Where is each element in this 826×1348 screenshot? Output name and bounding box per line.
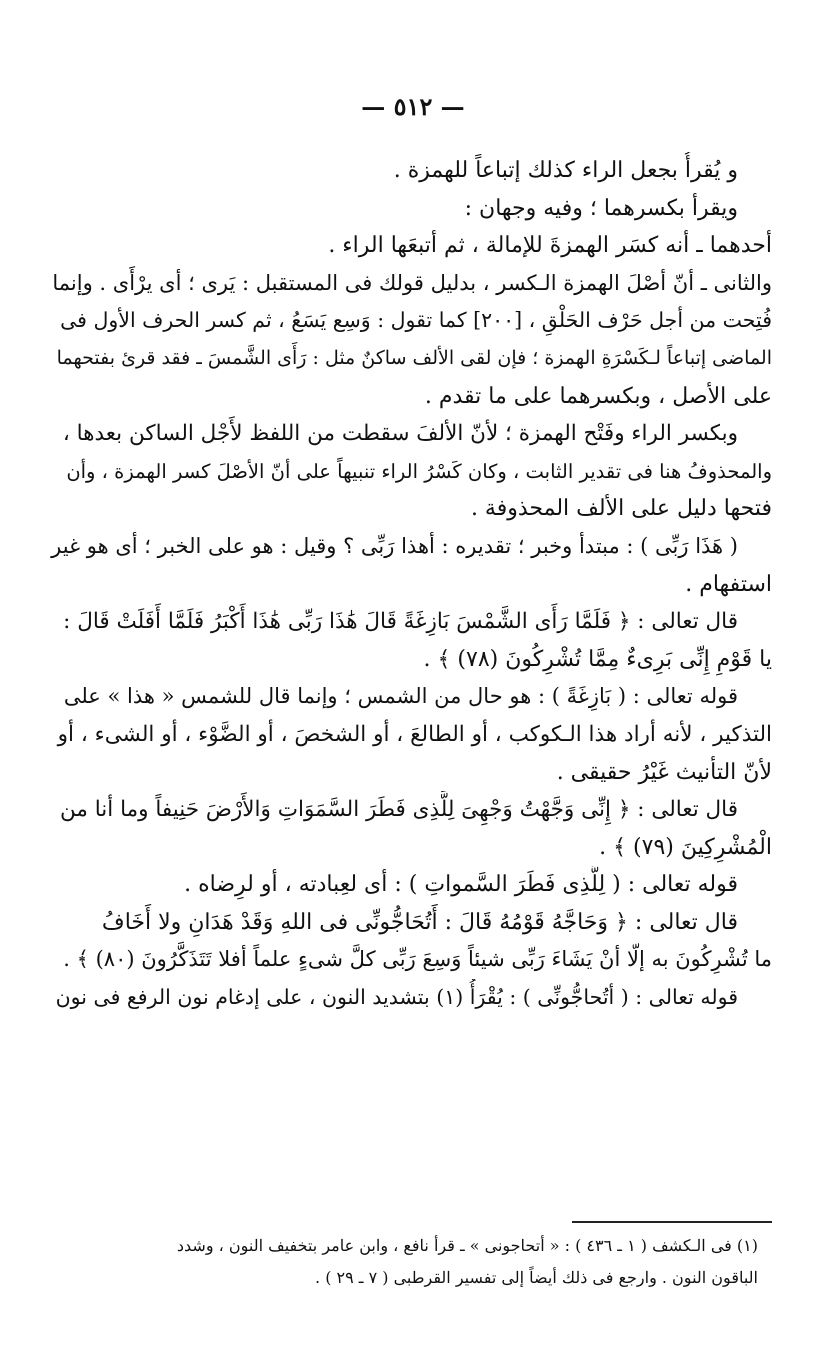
text-line: وبكسر الراء وفَتْح الهمزة ؛ لأنّ الألفَ سقطت من اللفظ لأَجْل الساكن بعدها ، <box>62 421 738 447</box>
quran-verse-line: ما تُشْرِكُونَ به إلّا أنْ يَشَاءَ رَبِّى شيئاً وَسِعَ رَبِّى كلَّ شىءٍ علماً أفلا تَتَذَكَّرُونَ (٨٠) ﴾ . <box>63 947 772 972</box>
text-line: و يُقرأُ بجعل الراء كذلك إتباعاً للهمزة . <box>393 158 738 183</box>
footnote-line: (١) فى الـكشف ( ١ ـ ٤٣٦ ) : « أتحاجونى » ـ قرأ نافع ، وابن عامر بتخفيف النون ، وشدد <box>176 1236 758 1255</box>
text-line: فُتِحت من أجل حَرْف الحَلْقِ ، [٢٠٠] كما تقول : وَسِع يَسَعُ ، ثم كسر الحرف الأول فى <box>60 308 772 333</box>
body-text <box>50 152 772 1017</box>
text-line: قوله تعالى : ( بَازِغَةً ) : هو حال من الشمس ؛ وإنما قال للشمس « هذا » على <box>63 684 738 709</box>
text-line: التذكير ، لأنه أراد هذا الـكوكب ، أو الطالعَ ، أو الشخصَ ، أو الضَّوْء ، أو الشىء ، أو <box>57 721 772 747</box>
quran-verse-line: الْمُشْرِكِينَ (٧٩) ﴾ . <box>599 834 772 860</box>
quran-verse-line: قال تعالى : ﴿ إِنِّى وَجَّهْتُ وَجْهِىَ لِلَّذِى فَطَرَ السَّمَوَاتِ وَالأَرْضَ حَنِيفاً وما أنا من <box>60 797 738 823</box>
text-line: ويقرأ بكسرهما ؛ وفيه وجهان : <box>464 195 738 221</box>
quran-verse-line: قال تعالى : ﴿ فَلَمَّا رَأَى الشَّمْسَ بَازِغَةً قَالَ هَٰذَا رَبِّى هَٰذَا أَكْبَرُ فَلَمَّا أَفَلَتْ قَالَ : <box>63 609 738 635</box>
footnotes <box>50 1230 772 1294</box>
text-line: استفهام . <box>685 571 772 597</box>
footnote-line: الباقون النون . وارجع فى ذلك أيضاً إلى تفسير القرطبى ( ٧ ـ ٢٩ ) . <box>315 1268 758 1287</box>
footnote-divider <box>572 1221 772 1223</box>
text-line: والمحذوفُ هنا فى تقدير الثابت ، وكان كَسْرُ الراء تنبيهاً على أنّ الأصْلَ كسر الهمزة ، وأن <box>66 459 772 483</box>
text-line: قوله تعالى : ( أتُحاجُّونِّى ) : يُقْرَأُ (١) بتشديد النون ، على إدغام نون الرفع فى نون <box>55 985 738 1010</box>
text-line: والثانى ـ أنّ أصْلَ الهمزة الـكسر ، بدليل قولك فى المستقبل : يَرى ؛ أى يرْأَى . وإنما <box>52 270 772 295</box>
text-line: الماضى إتباعاً لـكَسْرَةِ الهمزة ؛ فإن لقى الألف ساكنٌ مثل : رَأَى الشَّمسَ ـ فقد قرئ بفتحهما <box>56 346 772 369</box>
text-line: فتحها دليل على الألف المحذوفة . <box>470 496 772 522</box>
quran-verse-line: يا قَوْمِ إِنِّى بَرِىءٌ مِمَّا تُشْرِكُونَ (٧٨) ﴾ . <box>423 646 772 672</box>
text-line: أحدهما ـ أنه كسَر الهمزةَ للإمالة ، ثم أتبعَها الراء . <box>328 233 772 259</box>
text-line: ( هَذَا رَبِّى ) : مبتدأ وخبر ؛ تقديره : أهذا رَبِّى ؟ وقيل : هو على الخبر ؛ أى هو غير <box>51 533 738 558</box>
text-line: قوله تعالى : ( لِلَّذِى فَطَرَ السَّمواتِ ) : أى لعِبادته ، أو لرِضاه . <box>184 872 738 898</box>
quran-verse-line: قال تعالى : ﴿ وَحَاجَّهُ قَوْمُهُ قَالَ : أَتُحَاجُّونِّى فى اللهِ وَقَدْ هَدَانِ ولا أَخَافُ <box>101 909 738 935</box>
page-number: — ٥١٢ — <box>361 92 465 121</box>
text-line: لأنّ التأنيث غَيْرُ حقيقى . <box>556 759 772 785</box>
text-line: على الأصل ، وبكسرهما على ما تقدم . <box>424 383 772 409</box>
